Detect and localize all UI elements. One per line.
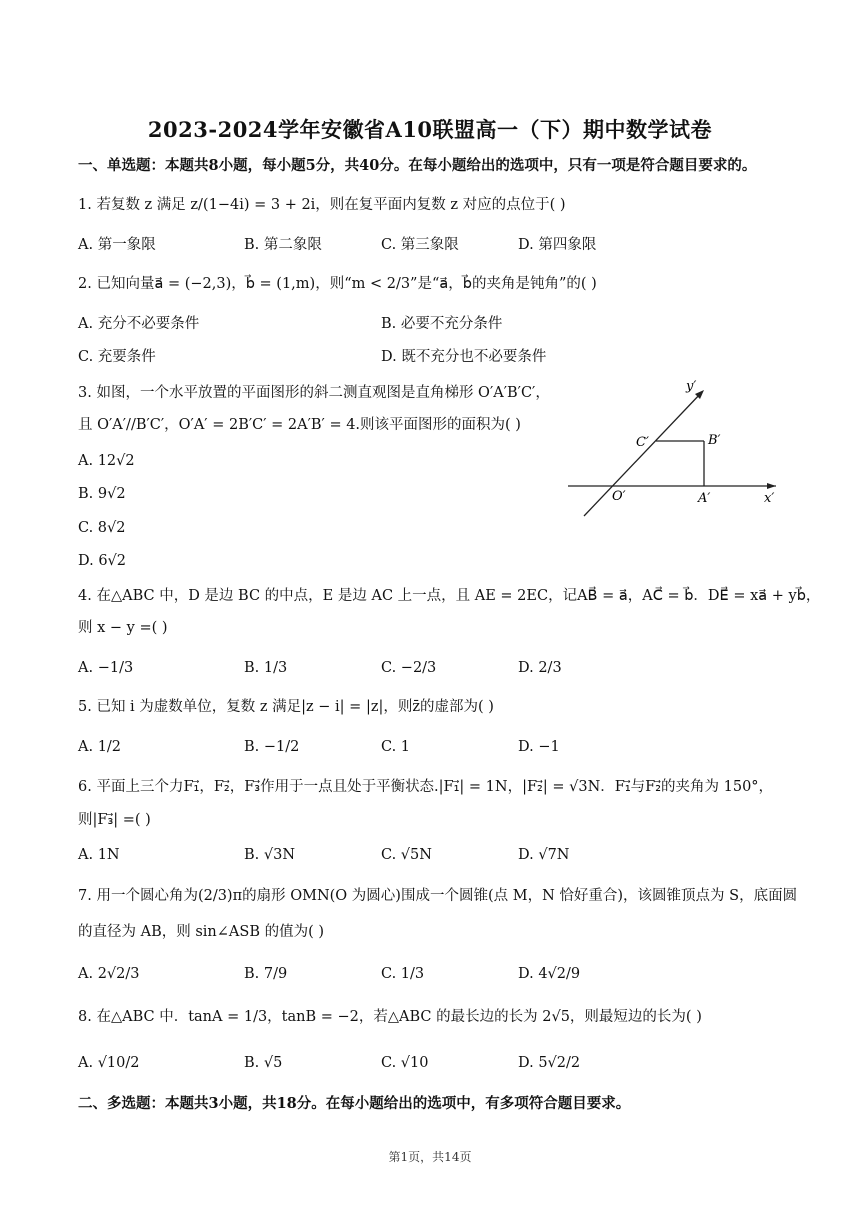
label-c: C′: [636, 435, 649, 450]
option-a: A. √10/2: [78, 1055, 140, 1071]
option-a: A. 2√2/3: [78, 966, 140, 982]
option-b: B. −1/2: [244, 739, 300, 755]
option-c: C. 8√2: [78, 520, 126, 536]
option-a: A. −1/3: [78, 660, 134, 676]
option-c: C. 1: [381, 739, 411, 755]
option-b: B. 第二象限: [244, 237, 322, 253]
option-a: A. 1/2: [78, 739, 122, 755]
page-title: 2023-2024学年安徽省A10联盟高一（下）期中数学试卷: [147, 117, 713, 142]
question-7-stem-line2: 的直径为 AB，则 sin∠ASB 的值为( ): [78, 924, 325, 940]
x-axis-arrow: [767, 483, 776, 489]
question-3-stem-line2: 且 O′A′//B′C′，O′A′ = 2B′C′ = 2A′B′ = 4.则该平面图形的面积为( ): [78, 417, 521, 433]
label-b: B′: [708, 433, 721, 448]
option-d: D. √7N: [518, 847, 570, 863]
question-4-stem-line1: 4. 在△ABC 中，D 是边 BC 的中点，E 是边 AC 上一点，且 AE = 2EC，记AB⃗ = a⃗，AC⃗ = b⃗．DE⃗ = xa⃗ + yb⃗，: [78, 588, 821, 604]
question-4-stem-line2: 则 x − y =( ): [78, 620, 168, 636]
option-c: C. √10: [381, 1055, 429, 1071]
option-a: A. 第一象限: [78, 237, 156, 253]
option-c: C. √5N: [381, 847, 432, 863]
option-d: D. 既不充分也不必要条件: [381, 349, 547, 365]
label-y: y′: [686, 379, 697, 394]
option-d: D. 4√2/9: [518, 966, 581, 982]
option-c: C. −2/3: [381, 660, 437, 676]
option-d: D. 5√2/2: [518, 1055, 581, 1071]
question-1-stem: 1. 若复数 z 满足 z/(1−4i) = 3 + 2i，则在复平面内复数 z 对应的点位于( ): [78, 197, 566, 213]
option-d: D. 第四象限: [518, 237, 597, 253]
option-c: C. 1/3: [381, 966, 425, 982]
question-2-stem: 2. 已知向量a⃗ = (−2,3)，b⃗ = (1,m)，则“m < 2/3”是“a⃗，b⃗的夹角是钝角”的( ): [78, 276, 597, 292]
option-a: A. 充分不必要条件: [78, 316, 200, 332]
question-5-stem: 5. 已知 i 为虚数单位，复数 z 满足|z − i| = |z|，则z̄的虚部为( ): [78, 699, 494, 715]
option-d: D. 6√2: [78, 553, 127, 569]
question-3-stem-line1: 3. 如图，一个水平放置的平面图形的斜二测直观图是直角梯形 O′A′B′C′，: [78, 385, 550, 401]
label-a: A′: [698, 491, 711, 506]
label-x: x′: [764, 491, 775, 506]
y-axis-line: [584, 392, 702, 516]
option-a: A. 12√2: [78, 453, 135, 469]
option-b: B. 必要不充分条件: [381, 316, 503, 332]
option-b: B. 1/3: [244, 660, 288, 676]
question-7-stem-line1: 7. 用一个圆心角为(2/3)π的扇形 OMN(O 为圆心)围成一个圆锥(点 M，N 恰好重合)，该圆锥顶点为 S，底面圆: [78, 888, 798, 904]
option-d: D. 2/3: [518, 660, 562, 676]
label-o: O′: [612, 489, 626, 504]
option-b: B. 9√2: [78, 486, 126, 502]
option-c: C. 充要条件: [78, 349, 156, 365]
section-heading-single-choice: 一、单选题：本题共8小题，每小题5分，共40分。在每小题给出的选项中，只有一项是符合题目要求的。: [78, 157, 757, 174]
page-footer: 第1页，共14页: [388, 1150, 472, 1164]
option-d: D. −1: [518, 739, 560, 755]
option-a: A. 1N: [78, 847, 120, 863]
question-6-stem-line2: 则|F₃⃗| =( ): [78, 812, 151, 828]
option-c: C. 第三象限: [381, 237, 459, 253]
question-8-stem: 8. 在△ABC 中．tanA = 1/3，tanB = −2，若△ABC 的最长边的长为 2√5，则最短边的长为( ): [78, 1009, 702, 1025]
section-heading-multiple-choice: 二、多选题：本题共3小题，共18分。在每小题给出的选项中，有多项符合题目要求。: [78, 1095, 631, 1112]
question-6-stem-line1: 6. 平面上三个力F₁⃗，F₂⃗，F₃⃗作用于一点且处于平衡状态.|F₁⃗| = 1N，|F₂⃗| = √3N．F₁⃗与F₂⃗的夹角为 150°，: [78, 779, 774, 795]
option-b: B. √5: [244, 1055, 283, 1071]
option-b: B. 7/9: [244, 966, 288, 982]
option-b: B. √3N: [244, 847, 296, 863]
oblique-trapezoid-figure: [562, 376, 782, 521]
